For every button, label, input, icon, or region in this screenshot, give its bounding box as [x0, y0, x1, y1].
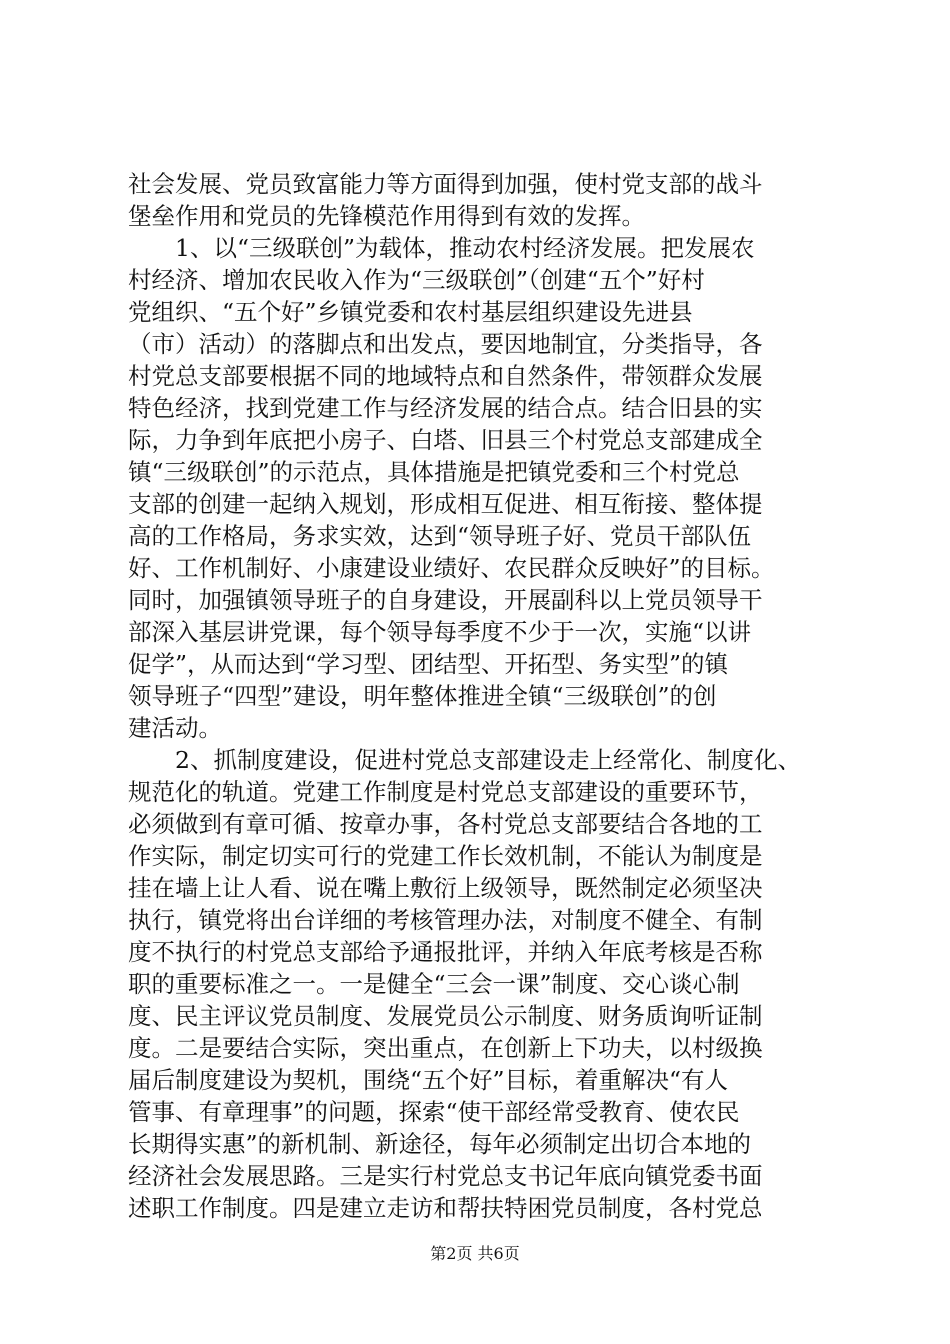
- text-line: 村党总支部要根据不同的地域特点和自然条件，带领群众发展: [128, 362, 763, 390]
- text-line: 村经济、增加农民收入作为“三级联创”（创建“五个”好村: [128, 266, 705, 294]
- text-line: 经济社会发展思路。三是实行村党总支书记年底向镇党委书面: [128, 1162, 763, 1190]
- text-line: 党组织、“五个好”乡镇党委和农村基层组织建设先进县: [128, 298, 693, 326]
- body-text: [128, 168, 840, 1224]
- text-line: 职的重要标准之一。一是健全“三会一课”制度、交心谈心制: [128, 970, 740, 998]
- text-line: 堡垒作用和党员的先锋模范作用得到有效的发挥。: [128, 202, 645, 230]
- text-line: 部深入基层讲党课，每个领导每季度不少于一次，实施“以讲: [128, 618, 752, 646]
- page-number-footer: 第2页 共6页: [430, 1244, 520, 1263]
- paragraph-start-line: 1、以“三级联创”为载体，推动农村经济发展。把发展农: [175, 234, 755, 262]
- text-line: 度不执行的村党总支部给予通报批评，并纳入年底考核是否称: [128, 938, 763, 966]
- text-line: 好、工作机制好、小康建设业绩好、农民群众反映好”的目标。: [128, 554, 775, 582]
- text-line: 同时，加强镇领导班子的自身建设，开展副科以上党员领导干: [128, 586, 763, 614]
- text-line: 执行，镇党将出台详细的考核管理办法，对制度不健全、有制: [128, 906, 763, 934]
- text-line: 届后制度建设为契机，围绕“五个好”目标，着重解决“有人: [128, 1066, 729, 1094]
- text-line: 社会发展、党员致富能力等方面得到加强，使村党支部的战斗: [128, 170, 763, 198]
- text-line: 特色经济，找到党建工作与经济发展的结合点。结合旧县的实: [128, 394, 763, 422]
- text-line: 述职工作制度。四是建立走访和帮扶特困党员制度，各村党总: [128, 1194, 763, 1222]
- text-line: 长期得实惠”的新机制、新途径，每年必须制定出切合本地的: [128, 1130, 752, 1158]
- paragraph-start-line: 2、抓制度建设，促进村党总支部建设走上经常化、制度化、: [175, 746, 801, 774]
- text-line: 管事、有章理事”的问题，探索“使干部经常受教育、使农民: [128, 1098, 740, 1126]
- text-line: 必须做到有章可循、按章办事，各村党总支部要结合各地的工: [128, 810, 763, 838]
- text-line: 际，力争到年底把小房子、白塔、旧县三个村党总支部建成全: [128, 426, 763, 454]
- text-line: 支部的创建一起纳入规划，形成相互促进、相互衔接、整体提: [128, 490, 763, 518]
- text-line: （市）活动）的落脚点和出发点，要因地制宜，分类指导，各: [128, 330, 763, 358]
- text-line: 镇“三级联创”的示范点，具体措施是把镇党委和三个村党总: [128, 458, 740, 486]
- text-line: 度。二是要结合实际，突出重点，在创新上下功夫，以村级换: [128, 1034, 763, 1062]
- text-line: 促学”，从而达到“学习型、团结型、开拓型、务实型”的镇: [128, 650, 729, 678]
- text-line: 挂在墙上让人看、说在嘴上敷衍上级领导，既然制定必须坚决: [128, 874, 763, 902]
- text-line: 度、民主评议党员制度、发展党员公示制度、财务质询听证制: [128, 1002, 763, 1030]
- text-line: 规范化的轨道。党建工作制度是村党总支部建设的重要环节，: [128, 778, 763, 806]
- text-line: 高的工作格局，务求实效，达到“领导班子好、党员干部队伍: [128, 522, 752, 550]
- text-line: 建活动。: [128, 714, 222, 742]
- text-line: 作实际，制定切实可行的党建工作长效机制，不能认为制度是: [128, 842, 763, 870]
- text-line: 领导班子“四型”建设，明年整体推进全镇“三级联创”的创: [128, 682, 717, 710]
